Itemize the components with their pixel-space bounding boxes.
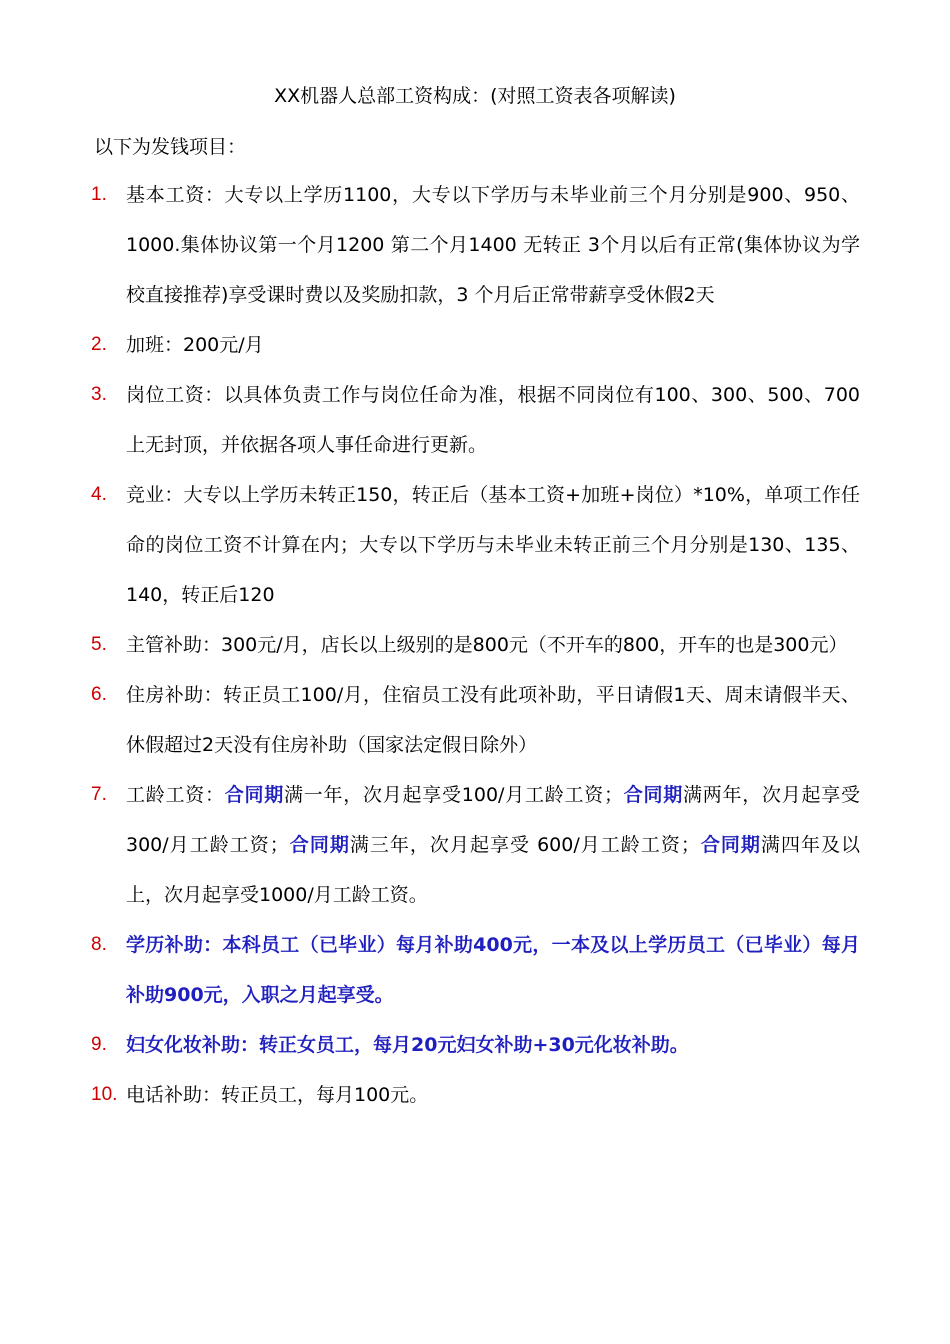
list-item [0, 670, 950, 770]
item-number: 8. [91, 934, 107, 955]
list-item [0, 470, 950, 620]
item-number: 7. [91, 784, 107, 805]
list-item [0, 1020, 950, 1070]
item-number: 2. [91, 334, 107, 355]
item-number: 9. [91, 1034, 107, 1055]
item-text: 满两年，次月起享受 300/月工龄工资； [126, 784, 860, 856]
list-item [0, 770, 950, 920]
item-text: 岗位工资：以具体负责工作与岗位任命为准，根据不同岗位有100、300、500、700上无封顶，并依据各项人事任命进行更新。 [126, 384, 860, 456]
contract-term: 合同期 [224, 784, 285, 806]
item-text: 满四年及以上，次月起享受1000/月工龄工资。 [126, 834, 860, 906]
item-list [0, 170, 950, 1120]
item-text: 满一年，次月起享受100/月工龄工资； [284, 784, 623, 806]
item-number: 10. [91, 1084, 118, 1105]
item-number: 1. [91, 184, 107, 205]
list-item [0, 320, 950, 370]
item-text: 基本工资：大专以上学历1100，大专以下学历与未毕业前三个月分别是900、950、1000.集体协议第一个月1200 第二个月1400 无转正 3个月以后有正常(集体协议为学校直接推荐)享受课时费以及奖励扣款，3 个月后正常带薪享受休假2天 [126, 184, 860, 306]
list-item [0, 1070, 950, 1120]
list-item [0, 370, 950, 470]
item-text: 满三年，次月起享受 600/月工龄工资； [349, 834, 700, 856]
item-number: 5. [91, 634, 107, 655]
list-item [0, 170, 950, 320]
item-number: 6. [91, 684, 107, 705]
item-text: 妇女化妆补助：转正女员工，每月20元妇女补助+30元化妆补助。 [126, 1034, 689, 1056]
contract-term: 合同期 [699, 834, 761, 856]
item-text: 竞业：大专以上学历未转正150，转正后（基本工资+加班+岗位）*10%，单项工作任命的岗位工资不计算在内；大专以下学历与未毕业未转正前三个月分别是130、135、140，转正后120 [126, 484, 860, 606]
item-number: 3. [91, 384, 107, 405]
contract-term: 合同期 [288, 834, 350, 856]
item-number: 4. [91, 484, 107, 505]
item-text: 加班：200元/月 [126, 334, 264, 356]
item-text: 电话补助：转正员工，每月100元。 [126, 1084, 429, 1106]
item-lead: 工龄工资： [126, 784, 225, 806]
list-item [0, 620, 950, 670]
section-heading: 以下为发钱项目： [94, 136, 247, 158]
item-text: 住房补助：转正员工100/月，住宿员工没有此项补助，平日请假1天、周末请假半天、休假超过2天没有住房补助（国家法定假日除外） [126, 684, 860, 756]
item-text: 学历补助：本科员工（已毕业）每月补助400元，一本及以上学历员工（已毕业）每月补助900元，入职之月起享受。 [126, 934, 860, 1006]
item-text: 主管补助：300元/月，店长以上级别的是800元（不开车的800，开车的也是300元） [126, 634, 848, 656]
document-title: XX机器人总部工资构成：(对照工资表各项解读) [274, 85, 676, 107]
contract-term: 合同期 [622, 784, 683, 806]
list-item [0, 920, 950, 1020]
